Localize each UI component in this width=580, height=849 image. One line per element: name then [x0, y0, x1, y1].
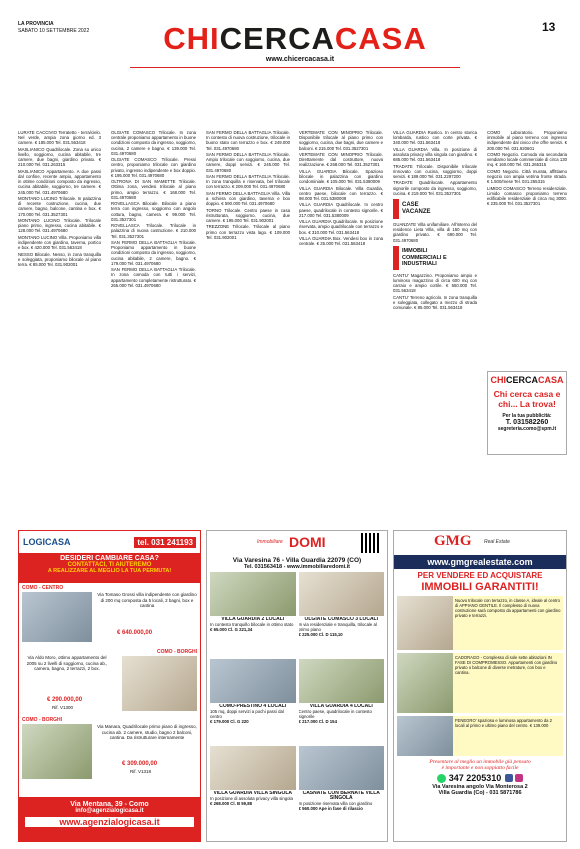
section-marker: [393, 246, 399, 270]
newspaper-name: LA PROVINCIA: [18, 21, 54, 27]
domi-listing: VILLA GUARDIA 2 LOCALI In contesto tranquillo bilocale in ottimo stato € 65.000 Cl. G 221,34: [210, 572, 296, 656]
listing: VILLA GUARDIA Quadrilocale. In centro paese, quadrilocale in contesto signorile. € 217.000 Tel. 031.5380009: [299, 202, 383, 218]
gmg-phone[interactable]: 347 2205310: [448, 773, 502, 783]
gmg-text: CADORAGO - Complesso di sole sette abitazioni IN FASE DI COMPROMESSO. Appartamenti con giardino privato o balcone di diverse metrature, con box e cantina.: [453, 653, 563, 713]
listing: NESSO Bilocale. Nesso, in zona tranquilla e soleggiata, proponiamo bilocale al piano terra. € 85.000 Tel. 031.902001: [18, 251, 101, 267]
logicasa-zone: COMO - CENTRO: [22, 585, 64, 591]
column-1: [18, 130, 101, 530]
logicasa-zone: COMO - BORGHI: [157, 649, 197, 655]
masthead: CHICERCACASA: [163, 21, 427, 56]
gmg-logo: GMG: [434, 533, 472, 549]
listing: OLTRONA DI SAN MAMETTE Trilocale. Ottima zona, vendesi trilocale al piano primo, ampio terrazzo. € 168.000 Tel. 031.4970680: [111, 179, 196, 200]
domi-listing: VILLA GUARDIA VILLA SINGOLA In posizione di assoluta privacy villa singola € 268.000 Cl. B 59,88: [210, 746, 296, 830]
chicercacasa-ad: [487, 371, 567, 455]
column-5: [393, 130, 477, 530]
logicasa-price: € 290.000,00: [47, 697, 83, 703]
gmg-headline: IMMOBILI GARANTITI!: [421, 581, 539, 593]
listing: VILLA GUARDIA Quadrilocale. In posizione riservata, ampio quadrilocale con terrazzo e box. € 310.000 Tel. 031.563418: [299, 219, 383, 235]
listing: VILLA GUARDIA Box. Vendesi box in zona centrale. € 25.000 Tel. 031.563418: [299, 235, 383, 247]
listing-photo: [397, 716, 453, 756]
ad-line: Per la tua pubblicità:: [502, 413, 552, 419]
facebook-icon[interactable]: [505, 774, 513, 782]
ad-masthead: CHICERCACASA: [490, 375, 564, 385]
listing: SAN FERMO DELLA BATTAGLIA Trilocale. Proponiamo appartamento in buone condizioni composto da ingresso, soggiorno, cucina abitabile, 2 camere, bagno. € 179.000 Tel. 031.4970680: [111, 240, 196, 266]
listing: COMO Laboratorio. Proponiamo immobile al piano terreno con ingresso indipendente dal civico che offre servizi. € 200.000 Tel. 031.920601: [487, 130, 567, 151]
ad-slogan: Chi cerca casa e chi... La trova!: [493, 389, 561, 409]
gmg-address: Via Varesina angolo Via Monterosa 2: [432, 784, 528, 790]
logicasa-ref: Rif. V1300: [52, 705, 74, 710]
column-3: [206, 130, 290, 530]
listing: OLGIATE COMASCO Trilocale. In zona centrale proponiamo appartamento in buone condizioni composto da ingresso, soggiorno, cucina, 2 camere e bagno. € 139.000 Tel. 031.4970680: [111, 130, 196, 156]
issue-date: SABATO 10 SETTEMBRE 2022: [18, 28, 90, 34]
listing-photo: [22, 724, 92, 779]
gmg-ad: [393, 530, 567, 842]
listing-photo: [397, 653, 453, 713]
listing: VILLA GUARDIA Villa. In posizione di assoluta privacy villa singola con giardino. € 685.000 Tel. 031.563418: [393, 146, 477, 163]
logicasa-text: Via Aldo Moro, ottimo appartamento del 2005 su 2 livelli di soggiorno, cucina ab., camera, bagno, 2 terrazzi, 2 box.: [26, 655, 108, 671]
listing: SAN FERMO DELLA BATTAGLIA Trilocale. In zona tranquilla e riservata, bel trilocale con terrazzo. € 209.000 Tel. 031.4970680: [206, 174, 290, 190]
listing-photo: [122, 656, 197, 711]
listing: COMO Negozio. Comoda via secondaria vendiamo locale commerciale di circa 130 mq. € 160.000 Tel. 031.265315: [487, 152, 567, 168]
listing: SAN FERMO DELLA BATTAGLIA Trilocale. In zona comoda con tutti i servizi, appartamento completamente ristrutturato. € 265.000 Tel. 031.4970680: [111, 267, 196, 288]
domi-contacts[interactable]: Tel. 031563418 - www.immobiliaredomi.it: [243, 564, 351, 570]
gmg-text: FENEGRO' spaziosa e luminosa appartamento da 2 locali al primo e ultimo piano del centro. € 139.000: [453, 716, 563, 756]
listing: MASLIANICO Quadrilocale. Zona su unico livello, soggiorno, cucina abitabile, tre camere, due bagni, giardino privato. € 210.000 Tel. 031.263315: [18, 146, 101, 168]
domi-logo: DOMI: [289, 534, 326, 550]
section-marker: [393, 199, 399, 219]
logicasa-banner: CONTATTACI, TI AIUTEREMO: [67, 562, 152, 568]
section-title-case-vacanze: CASE VACANZE: [402, 202, 431, 215]
gmg-website[interactable]: www.gmgrealestate.com: [394, 555, 566, 569]
listing: MONTANO LUCINO Trilocale. In palazzina di recente costruzione, cucina, due camere, bagno, balcone, cantina e box. € 170.000 Tel. 031.3527301: [18, 196, 101, 217]
whatsapp-icon: [437, 774, 446, 783]
logicasa-logo: LOGICASA: [23, 537, 71, 547]
masthead-website[interactable]: www.chicercacasa.it: [265, 56, 335, 63]
domi-listing: VILLA GUARDIA 4 LOCALI Centro paese, quadrilocale in contesto signorile € 217.000 Cl. D 154: [299, 659, 385, 743]
ad-phone[interactable]: T. 031582260: [505, 419, 549, 426]
logicasa-ad: [18, 530, 201, 842]
column-2: [111, 130, 196, 530]
domi-sub: Immobiliare: [257, 539, 283, 545]
listing: TORNO Trilocale. Centro paese in casa ristrutturata, soggiorno, cucina, due camere. € 195.000 Tel. 031.902001: [206, 207, 290, 223]
logicasa-text: Via Manara, Quadrilocale primo piano di ingresso, cucina ab. 2 camere, studio, bagno 2 balconi, cantina. Da ristrutturare internamente: [97, 724, 197, 740]
logicasa-price: € 640.000,00: [117, 630, 153, 636]
listing: VILLA GUARDIA Bilocale. Spazioso bilocale in palazzina con giardino condominiale. € 105.000 Tel. 031.5380009: [299, 168, 383, 185]
logicasa-price: € 309.000,00: [122, 761, 158, 767]
logicasa-address: Via Mentana, 39 - Como: [70, 801, 149, 808]
domi-listing: COMO-PRESTINO 4 LOCALI 105 mq, doppi servizi a pochi passi dal centro € 179.000 Cl. G 220: [210, 659, 296, 743]
listing: MONTANO LUCINO Villa. Proponiamo villa indipendente con giardino, taverna, portico e box. € 420.000 Tel. 031.563418: [18, 234, 101, 251]
listing: SAN FERMO DELLA BATTAGLIA Trilocale. In contesto di nuova costruzione, trilocale in buono stato con terrazzo e box. € 249.000 Tel. 031.4970680: [206, 130, 290, 151]
ad-email[interactable]: segreteria.como@spm.it: [497, 426, 557, 432]
listing: LURATE CACCIVIO Terratetto - terra/cielo. Nel verde, ampia zona giorno ed. 3 camere. € 185.000 Tel. 031.563418: [18, 130, 101, 146]
listing: CANTU' Magazzino. Proponiamo ampio e luminoso magazzino di circa 600 mq con carraio e ampio cortile. € 550.000 Tel. 031.563418: [393, 272, 477, 294]
logicasa-banner: DESIDERI CAMBIARE CASA?: [60, 555, 159, 562]
column-6: [487, 130, 567, 370]
listing: TRADATE Trilocale. Disponibile trilocale rinnovato con cucina, soggiorno, doppi servizi. € 189.000 Tel. 031.2297200: [393, 163, 477, 179]
masthead-rule: [130, 67, 460, 68]
listing: COMO Negozio. Città murata, affittiamo negozio con ampia vetrina fronte strada. € 1.500/mese Tel. 031.265315: [487, 168, 567, 185]
listing: MONTANO LUCINO Trilocale. Trilocale piano primo, ingresso, cucina abitabile. € 128.000 Tel. 031.4970680: [18, 218, 101, 234]
logicasa-phone[interactable]: tel. 031 241193: [134, 537, 196, 548]
listing: VERTEMATE CON MINOPRIO Trilocale. Disponibile trilocale al piano primo con soggiorno, cucina, due bagni, due camere e balconi. € 215.000 Tel. 031.3527301: [299, 130, 383, 151]
logicasa-website[interactable]: www.agenzialogicasa.it: [25, 817, 194, 827]
listing: TREZZONE Trilocale. Trilocale al piano primo con terrazzo vista lago. € 109.000 Tel. 031.902001: [206, 224, 290, 240]
gmg-sub: Real Estate: [484, 539, 510, 545]
logicasa-ref: Rif. V1318: [130, 769, 152, 774]
listing: LIMIDO COMASCO Terreno residenziale. Limido comasco proponiamo terreno edificabile residenziale di circa mq 3000. € 235.000 Tel. 031.3527301: [487, 185, 567, 207]
logicasa-text: Via Tomaso Grossi villa indipendente con giardino di 200 mq composta da 5 locali, 2 bagni, box e cantina: [97, 592, 197, 608]
listing: SAN FERMO DELLA BATTAGLIA Villa. Villa a schiera con giardino, taverna e box doppio. € 590.000 Tel. 031.4970680: [206, 190, 290, 207]
listing: CANTU' Terreno agricolo. In zona tranquilla e soleggiata, collegato a mezzo di strada comunale. € 85.000 Tel. 031.563418: [393, 294, 477, 311]
listing: VILLA GUARDIA Bilocale. Villa Guardia, centro paese, bilocale con terrazzo. € 98.000 Tel. 031.5380009: [299, 185, 383, 201]
domi-listing: CASNATE CON BERNATE VILLA SINGOLA In posizione riservata villa con giardino € 560.000 Ape in fase di rilascio: [299, 746, 385, 830]
listing: ROVELLASCA Trilocale. Trilocale in palazzina di nuova costruzione. € 210.000 Tel. 031.3527301: [111, 223, 196, 239]
instagram-icon[interactable]: [515, 774, 523, 782]
gmg-headline: PER VENDERE ED ACQUISTARE: [417, 571, 543, 580]
listing: OLGIATE COMASCO Trilocale. Pressi centro, proponiamo trilocale con giardino privato, ingresso indipendente e box doppio. € 195.000 Tel. 031.4970680: [111, 157, 196, 178]
gmg-text: Nuovo trilocale con terrazzo, in classe A, ideale al centro di APPIANO GENTILE. Il complesso di nuova costruzione sarà composto da appartamenti con giardino privato e terrazzi.: [453, 596, 563, 650]
listing: TRADATE Quadrilocale. Appartamento signorile composto da ingresso, soggiorno, cucina. € 219.000 Tel. 031.3527301: [393, 180, 477, 196]
domi-listing: OLGIATE COMASCO 3 LOCALI In via residenziale e tranquilla, trilocale al primo piano € 225.000 Cl. D 115,10: [299, 572, 385, 656]
column-4: [299, 130, 383, 530]
qr-code-icon[interactable]: [361, 533, 381, 553]
logicasa-email[interactable]: info@agenzialogicasa.it: [75, 808, 144, 814]
domi-address: Via Varesina 76 - Villa Guardia 22079 (CO): [232, 557, 362, 564]
listing: MASLIANICO Appartamento. A due passi dal confine, recente ampio, appartamento in ottime condizioni composto da ingresso, cucina abitabile, soggiorno, tre camere. € 245.000 Tel. 031.4970680: [18, 168, 101, 195]
section-title-immobili: IMMOBILI COMMERCIALI E INDUSTRIALI: [402, 248, 447, 268]
domi-ad: [206, 530, 388, 842]
logicasa-banner: A REALIZZARE AL MEGLIO LA TUA PERMUTA!: [47, 568, 172, 574]
logicasa-zone: COMO - BORGHI: [22, 717, 62, 723]
gmg-slogan: Presentare al meglio un immobile già pensato: [429, 759, 531, 765]
listing: SAN FERMO DELLA BATTAGLIA Trilocale. Ampio trilocale con soggiorno, cucina, due camere, doppi servizi. € 245.000 Tel. 031.4970680: [206, 152, 290, 173]
listing: VILLA GUARDIA Rustico. In centro storica lombarda, rustico con corte privata. € 340.000 Tel. 031.563418: [393, 130, 477, 146]
listing-photo: [397, 596, 453, 650]
gmg-slogan: è importante e non soppiatto facile: [441, 765, 519, 771]
page-number: 13: [542, 20, 556, 34]
listing: VERTEMATE CON MINOPRIO Trilocale. Direttamente dal costruttore, nuova realizzazione. € 268.000 Tel. 031.3527301: [299, 152, 383, 168]
gmg-address: Villa Guardia (Co) - 031 5871786: [438, 790, 522, 796]
listing: ROVELLASCA Bilocale. Bilocale a piano terra con ingresso, soggiorno con angolo cottura, bagno, camera. € 99.000 Tel. 031.3527301: [111, 201, 196, 222]
listing-photo: [22, 592, 92, 642]
listing: GUANZATE Villa unifamiliare. All'interno del residence Lieta Villa, villa di 150 mq con giardino privato. € 690.000 Tel. 031.4970680: [393, 222, 477, 243]
